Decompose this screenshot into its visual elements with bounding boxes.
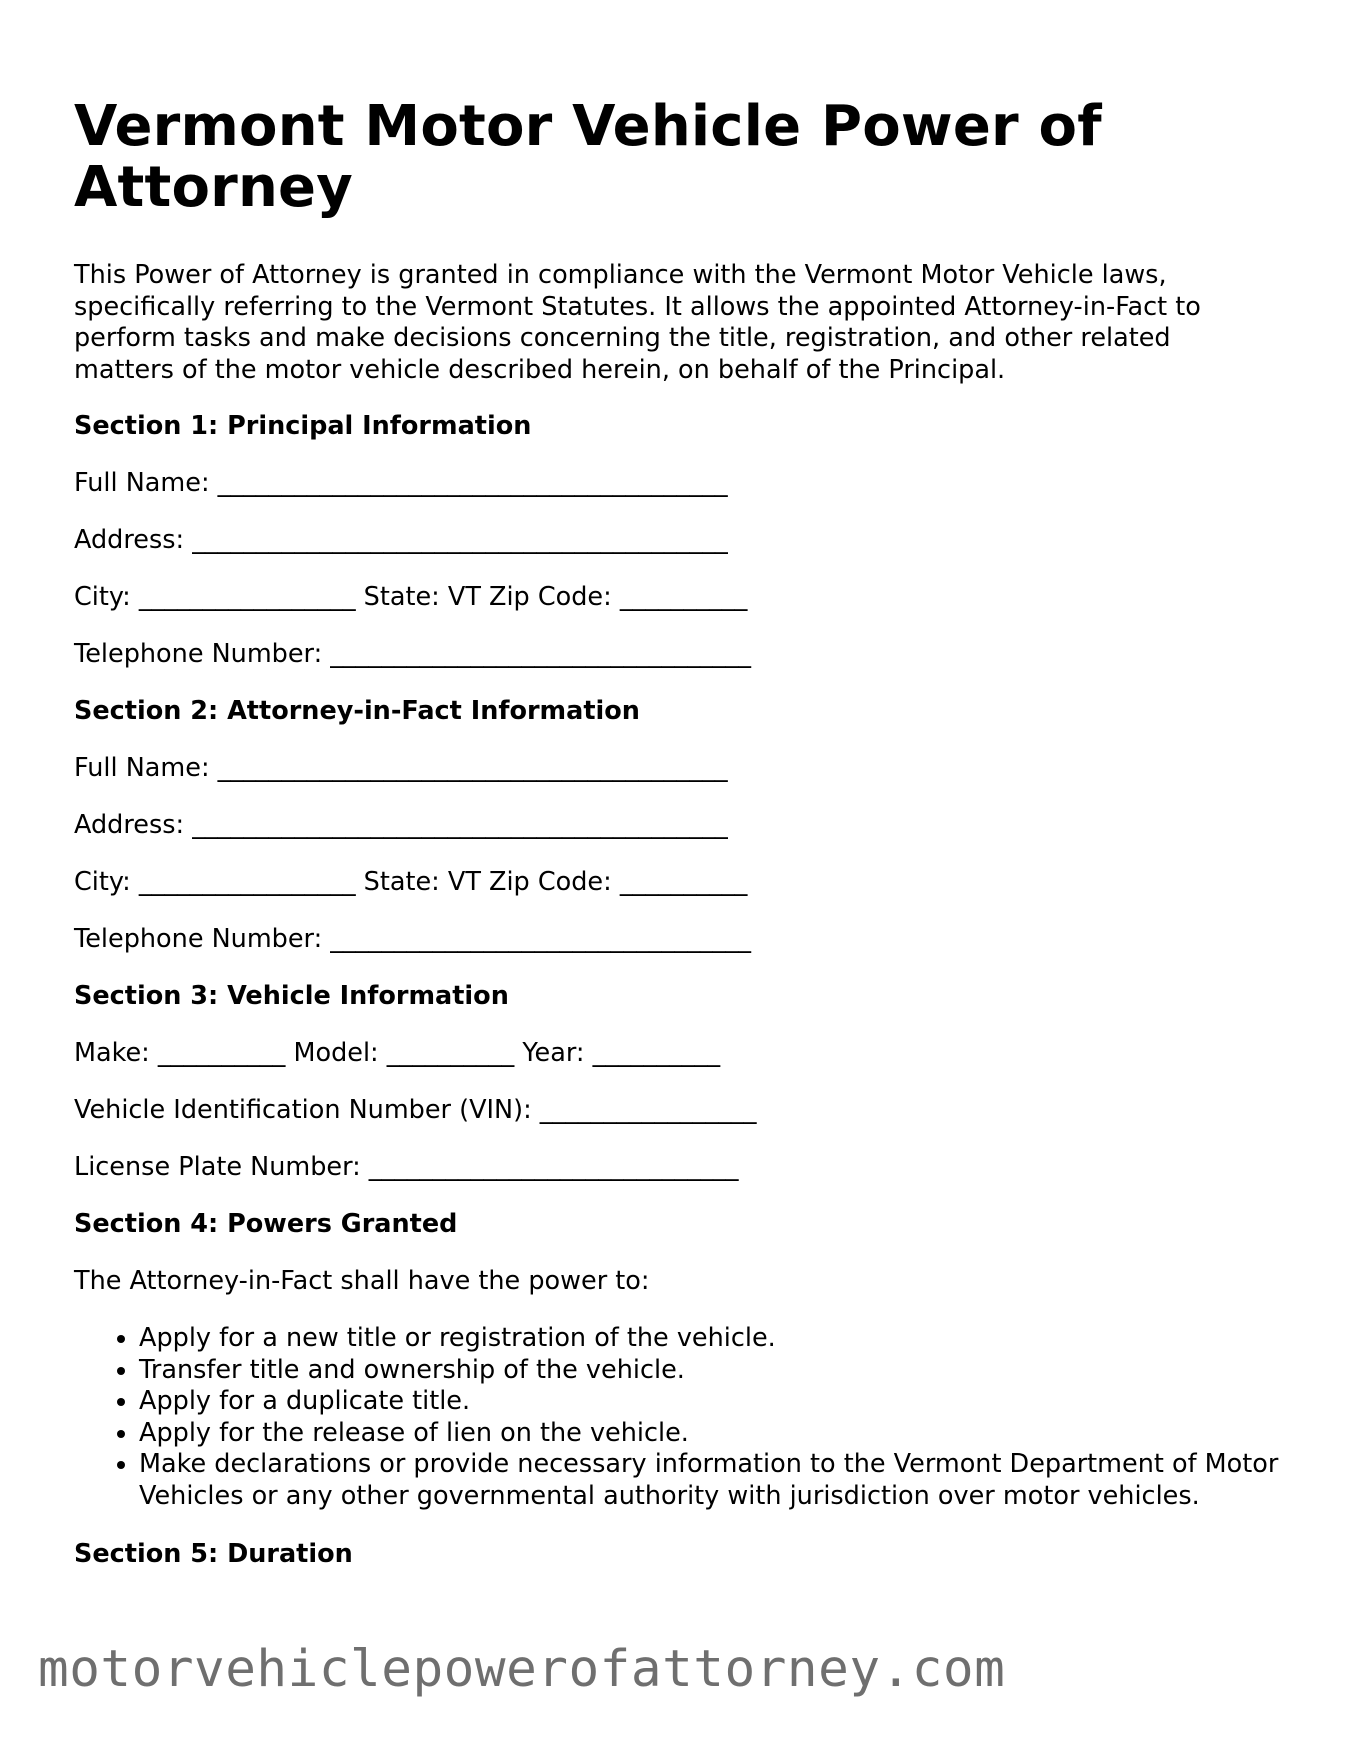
section5-heading: Section 5: Duration xyxy=(74,1539,353,1569)
attorney-full-name-field[interactable]: Full Name: ________________________________________ xyxy=(74,753,728,783)
principal-telephone-field[interactable]: Telephone Number: _________________________________ xyxy=(74,639,752,669)
list-item: • Apply for the release of lien on the vehicle. xyxy=(139,1418,1319,1450)
section1-heading: Section 1: Principal Information xyxy=(74,411,532,441)
principal-city-state-zip-field[interactable]: City: _________________ State: VT Zip Code: __________ xyxy=(74,582,748,612)
section3-heading: Section 3: Vehicle Information xyxy=(74,981,509,1011)
watermark: motorvehiclepowerofattorney.com xyxy=(38,1640,1006,1699)
vehicle-vin-field[interactable]: Vehicle Identification Number (VIN): _________________ xyxy=(74,1095,757,1125)
attorney-city-state-zip-field[interactable]: City: _________________ State: VT Zip Code: __________ xyxy=(74,867,748,897)
list-item: • Transfer title and ownership of the vehicle. xyxy=(139,1355,1319,1387)
section4-heading: Section 4: Powers Granted xyxy=(74,1209,458,1239)
intro-paragraph: This Power of Attorney is granted in compliance with the Vermont Motor Vehicle laws, specifically referring to the Vermont Statutes. It allows the appointed Attorney-in-Fact to perform tasks and make decisions concerning the title, registration, and other related matters of the motor vehicle described herein, on behalf of the Principal. xyxy=(74,260,1201,385)
document-page xyxy=(74,94,1279,1569)
document-title: Vermont Motor Vehicle Power of Attorney xyxy=(74,94,1102,220)
powers-lead-text: The Attorney-in-Fact shall have the power to: xyxy=(74,1266,650,1296)
list-item: • Apply for a new title or registration of the vehicle. xyxy=(139,1323,1319,1355)
attorney-address-field[interactable]: Address: __________________________________________ xyxy=(74,810,728,840)
powers-list xyxy=(74,1323,1319,1512)
principal-address-field[interactable]: Address: __________________________________________ xyxy=(74,525,728,555)
list-item: • Apply for a duplicate title. xyxy=(139,1386,1319,1418)
vehicle-make-model-year-field[interactable]: Make: __________ Model: __________ Year: __________ xyxy=(74,1038,721,1068)
list-item: • Make declarations or provide necessary information to the Vermont Department of Motor Vehicles or any other governmental authority with jurisdiction over motor vehicles. xyxy=(139,1449,1319,1512)
license-plate-field[interactable]: License Plate Number: _____________________________ xyxy=(74,1152,739,1182)
attorney-telephone-field[interactable]: Telephone Number: _________________________________ xyxy=(74,924,752,954)
section2-heading: Section 2: Attorney-in-Fact Information xyxy=(74,696,640,726)
principal-full-name-field[interactable]: Full Name: ________________________________________ xyxy=(74,468,728,498)
